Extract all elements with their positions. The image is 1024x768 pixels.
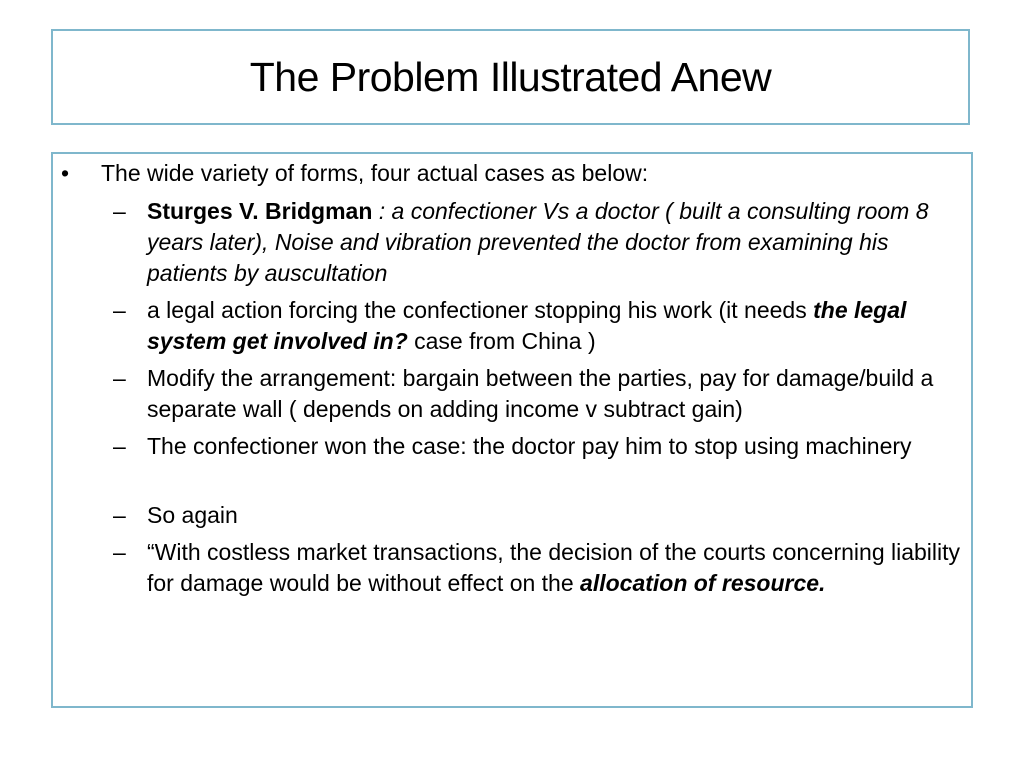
list-item xyxy=(113,363,963,425)
dash-marker: – xyxy=(113,198,126,224)
main-bullet-text: The wide variety of forms, four actual cases as below: xyxy=(101,160,649,186)
dash-marker: – xyxy=(113,297,126,323)
list-item xyxy=(113,431,963,462)
emphasis-text: the legal system get involved in? xyxy=(147,297,907,354)
item-text-part: a legal action forcing the confectioner stopping his work (it needs xyxy=(147,297,814,323)
item-text xyxy=(147,537,963,599)
list-item xyxy=(113,537,963,599)
content-box xyxy=(51,152,973,708)
emphasis-text: allocation of resource. xyxy=(580,570,826,596)
dash-marker: – xyxy=(113,539,126,565)
dash-marker: – xyxy=(113,433,126,459)
slide-title: The Problem Illustrated Anew xyxy=(249,53,772,100)
item-text: So again xyxy=(147,502,238,528)
item-text-part: case from China ) xyxy=(407,328,596,354)
bullet-marker: • xyxy=(61,160,70,186)
item-text xyxy=(147,295,963,357)
main-bullet xyxy=(61,158,648,189)
sub-list xyxy=(113,196,963,605)
dash-marker: – xyxy=(113,502,126,528)
item-text xyxy=(147,196,963,289)
case-description: : a confectioner Vs a doctor ( built a consulting room 8 years later), Noise and vibration prevented the doctor from examining his patients by auscultation xyxy=(147,198,929,286)
list-item xyxy=(113,500,963,531)
item-text: Modify the arrangement: bargain between the parties, pay for damage/build a separate wall ( depends on adding income v subtract gain) xyxy=(147,365,934,422)
dash-marker: – xyxy=(113,365,126,391)
list-item xyxy=(113,295,963,357)
list-item xyxy=(113,196,963,289)
case-name: Sturges V. Bridgman xyxy=(147,198,373,224)
title-box xyxy=(51,29,970,125)
quote-text: “With costless market transactions, the decision of the courts concerning liability for damage would be without effect on the xyxy=(147,539,961,596)
item-text: The confectioner won the case: the doctor pay him to stop using machinery xyxy=(147,433,912,459)
